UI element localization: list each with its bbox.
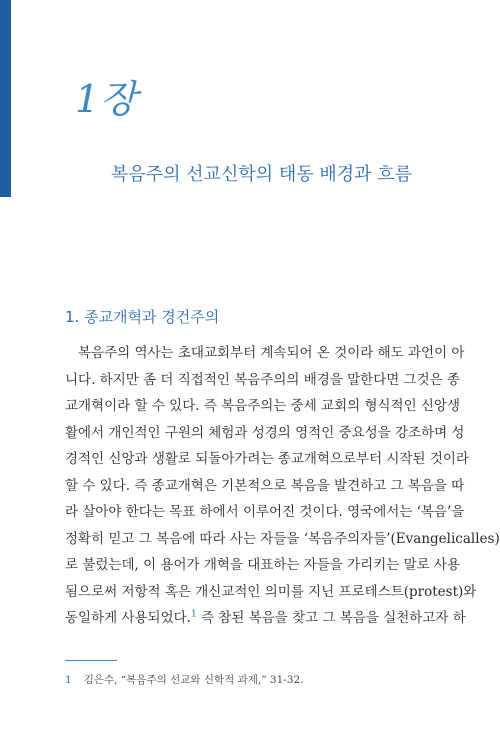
footnote-divider (65, 660, 117, 661)
chapter-number: 1장 (75, 77, 138, 121)
body-line: 니다. 하지만 좀 더 직접적인 복음주의의 배경을 말한다면 그것은 종 (65, 371, 461, 388)
body-line: 활에서 개인적인 구원의 체험과 성경의 영적인 중요성을 강조하며 성 (65, 424, 465, 441)
body-line: 라 살아야 한다는 목표 하에서 이루어진 것이다. 영국에서는 ‘복음’을 (65, 504, 465, 520)
body-line: 됨으로써 저항적 혹은 개신교적인 의미를 지닌 프로테스트(protest)와 (65, 583, 477, 600)
body-line: 복음주의 역사는 초대교회부터 계속되어 온 것이라 해도 과언이 아 (78, 345, 465, 361)
body-line: 정확히 믿고 그 복음에 따라 사는 자들을 ‘복음주의자들’(Evangelicalles) (65, 530, 500, 547)
body-line: 교개혁이라 할 수 있다. 즉 복음주의는 중세 교회의 형식적인 신앙생 (65, 398, 461, 414)
chapter-title: 복음주의 선교신학의 태동 배경과 흐름 (110, 164, 412, 185)
section-heading: 1. 종교개혁과 경건주의 (65, 308, 220, 326)
body-line-text: 동일하게 사용되었다. (65, 610, 191, 626)
body-line: 로 불렀는데, 이 용어가 개혁을 대표하는 자들을 가리키는 말로 사용 (65, 557, 461, 573)
footnote-number: 1 (65, 674, 72, 686)
body-line: 할 수 있다. 즉 종교개혁은 기본적으로 복음을 발견하고 그 복음을 따 (65, 477, 465, 494)
footnote-reference[interactable]: 1 (190, 609, 197, 620)
body-line-text: 즉 참된 복음을 찾고 그 복음을 실천하고자 하 (196, 610, 466, 626)
footnote-text: 김은수, “복음주의 선교와 신학적 과제,” 31-32. (83, 674, 304, 686)
body-line-with-footnote (65, 605, 466, 632)
footnote (65, 672, 304, 687)
body-paragraph (65, 340, 500, 632)
body-line: 경적인 신앙과 생활로 되돌아가려는 종교개혁으로부터 시작된 것이라 (65, 451, 469, 467)
